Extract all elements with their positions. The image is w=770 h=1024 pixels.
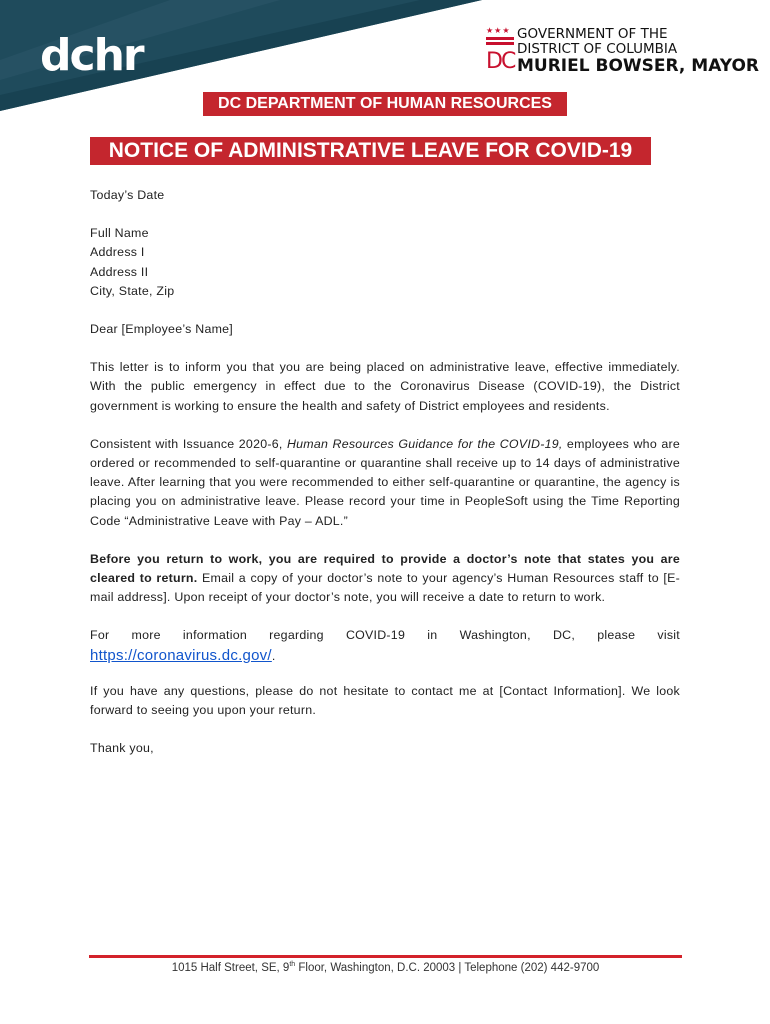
address-line: Address II xyxy=(90,264,149,279)
footer-divider xyxy=(89,955,682,958)
paragraph-4: For more information regarding COVID-19 in Washington, DC, please visit https://coronavirus.dc.gov/. xyxy=(90,628,680,664)
gov-line-2: DISTRICT OF COLUMBIA xyxy=(517,40,678,57)
footer-address: 1015 Half Street, SE, 9th Floor, Washington, D.C. 20003 | Telephone (202) 442-9700 xyxy=(171,961,600,974)
recipient-address xyxy=(90,224,680,301)
document-title: NOTICE OF ADMINISTRATIVE LEAVE FOR COVID-19 xyxy=(90,137,651,165)
dc-flag-icon: ★★★ DC xyxy=(486,26,515,74)
gov-line-1: GOVERNMENT OF THE xyxy=(517,26,668,42)
closing: Thank you, xyxy=(90,741,154,756)
address-line: City, State, Zip xyxy=(90,283,175,298)
paragraph-5: If you have any questions, please do not hesitate to contact me at [Contact Information]. We look forward to seeing you upon your return. xyxy=(90,683,680,718)
coronavirus-link[interactable]: https://coronavirus.dc.gov/ xyxy=(90,646,272,664)
address-line: Full Name xyxy=(90,226,149,241)
gov-line-3: MURIEL BOWSER, MAYOR xyxy=(517,56,759,76)
address-line: Address I xyxy=(90,245,145,260)
paragraph-2: Consistent with Issuance 2020-6, Human Resources Guidance for the COVID-19, employees who are ordered or recommended to self-quarantine or quarantine shall receive up to 14 days of administrative leave. After learning that you were recommended to either self-quarantine or quarantine, the agency is placing you on administrative leave. Please record your time in PeopleSoft using the Time Reporting Code “Administrative Leave with Pay – ADL.” xyxy=(90,436,680,528)
department-banner: DC DEPARTMENT OF HUMAN RESOURCES xyxy=(203,92,567,116)
date: Today’s Date xyxy=(90,188,165,202)
paragraph-3: Before you return to work, you are required to provide a doctor’s note that states you are cleared to return. Email a copy of your doctor’s note to your agency’s Human Resources staff to [E-mail address]. Upon receipt of your doctor’s note, you will receive a date to return to work. xyxy=(90,551,681,605)
paragraph-1: This letter is to inform you that you are being placed on administrative leave, effective immediately. With the public emergency in effect due to the Coronavirus Disease (COVID-19), the District government is working to ensure the health and safety of District employees and residents. xyxy=(90,360,680,413)
dchr-logo: dchr xyxy=(40,30,143,81)
salutation: Dear [Employee’s Name] xyxy=(90,322,234,337)
dc-government-logo xyxy=(486,27,759,76)
letter-body xyxy=(90,186,680,758)
